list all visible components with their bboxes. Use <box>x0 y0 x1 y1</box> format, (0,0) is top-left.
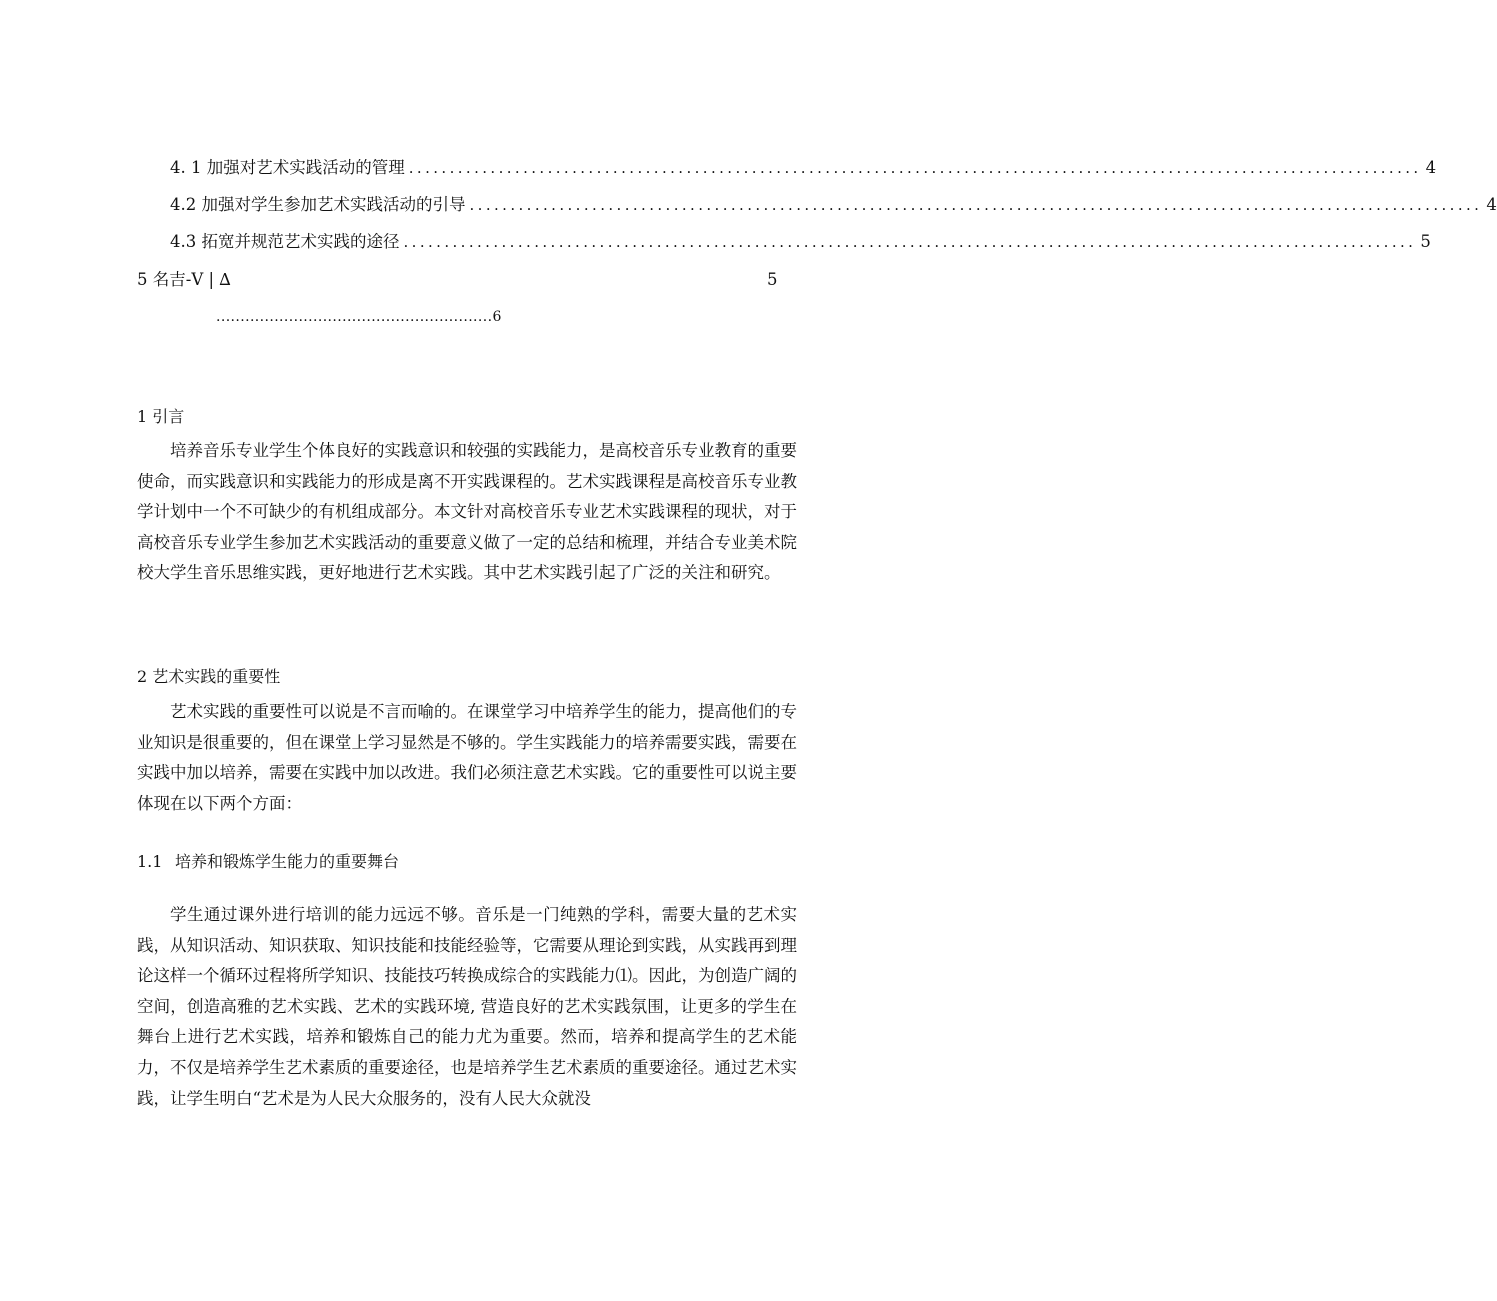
subsection-title: 培养和锻炼学生能力的重要舞台 <box>175 852 400 871</box>
toc-entry-page: 4 <box>1425 158 1437 177</box>
toc-entry[interactable] <box>170 228 1431 256</box>
toc-garbled-entry-label: 5 名吉-V | ∆ <box>137 270 231 289</box>
subsection-number: 1.1 <box>137 852 163 871</box>
toc-entry-label: 4.3 拓宽并规范艺术实践的途径 <box>170 232 400 251</box>
toc-entry-label: 4. 1 加强对艺术实践活动的管理 <box>170 158 405 177</box>
section-paragraph-stage: 学生通过课外进行培训的能力远远不够。音乐是一门纯熟的学科，需要大量的艺术实践，从知识活动、知识获取、知识技能和技能经验等，它需要从理论到实践，从实践再到理论这样一个循环过程将所学知识、技能技巧转换成综合的实践能力⑴。因此，为创造广阔的空间，创造高雅的艺术实践、艺术的实践环境, 营造良好的艺术实践氛围，让更多的学生在舞台上进行艺术实践，培养和锻炼自己的能力尤为重要。然而，培养和提高学生的艺术能力，不仅是培养学生艺术素质的重要途径，也是培养学生艺术素质的重要途径。通过艺术实践，让学生明白“艺术是为人民大众服务的，没有人民大众就没 <box>137 905 797 1108</box>
section-heading-importance: 2 艺术实践的重要性 <box>137 667 281 686</box>
toc-entry[interactable] <box>170 191 1497 219</box>
toc-entry-page: 4 <box>1486 195 1497 214</box>
toc-garbled-entry-page: 5 <box>767 270 778 289</box>
toc-leader-dots: ............................................................................................................................ <box>408 159 1422 177</box>
toc-trailing-leader: .........................................................6 <box>216 309 502 325</box>
toc-entry-page: 5 <box>1420 232 1431 251</box>
section-paragraph-intro: 培养音乐专业学生个体良好的实践意识和较强的实践能力，是高校音乐专业教育的重要使命，而实践意识和实践能力的形成是离不开实践课程的。艺术实践课程是高校音乐专业教学计划中一个不可缺少的有机组成部分。本文针对高校音乐专业艺术实践课程的现状，对于高校音乐专业学生参加艺术实践活动的重要意义做了一定的总结和梳理，并结合专业美术院校大学生音乐思维实践，更好地进行艺术实践。其中艺术实践引起了广泛的关注和研究。 <box>137 441 797 583</box>
subsection-heading-stage <box>137 848 399 876</box>
section-heading-intro: 1 引言 <box>137 407 185 426</box>
toc-leader-dots: ............................................................................................................................ <box>469 196 1483 214</box>
section-paragraph-importance: 艺术实践的重要性可以说是不言而喻的。在课堂学习中培养学生的能力，提高他们的专业知识是很重要的，但在课堂上学习显然是不够的。学生实践能力的培养需要实践，需要在实践中加以培养，需要在实践中加以改进。我们必须注意艺术实践。它的重要性可以说主要体现在以下两个方面： <box>137 702 797 813</box>
toc-entry-label: 4.2 加强对学生参加艺术实践活动的引导 <box>170 195 466 214</box>
toc-entry[interactable] <box>170 154 1437 182</box>
toc-leader-dots: ............................................................................................................................ <box>403 233 1417 251</box>
